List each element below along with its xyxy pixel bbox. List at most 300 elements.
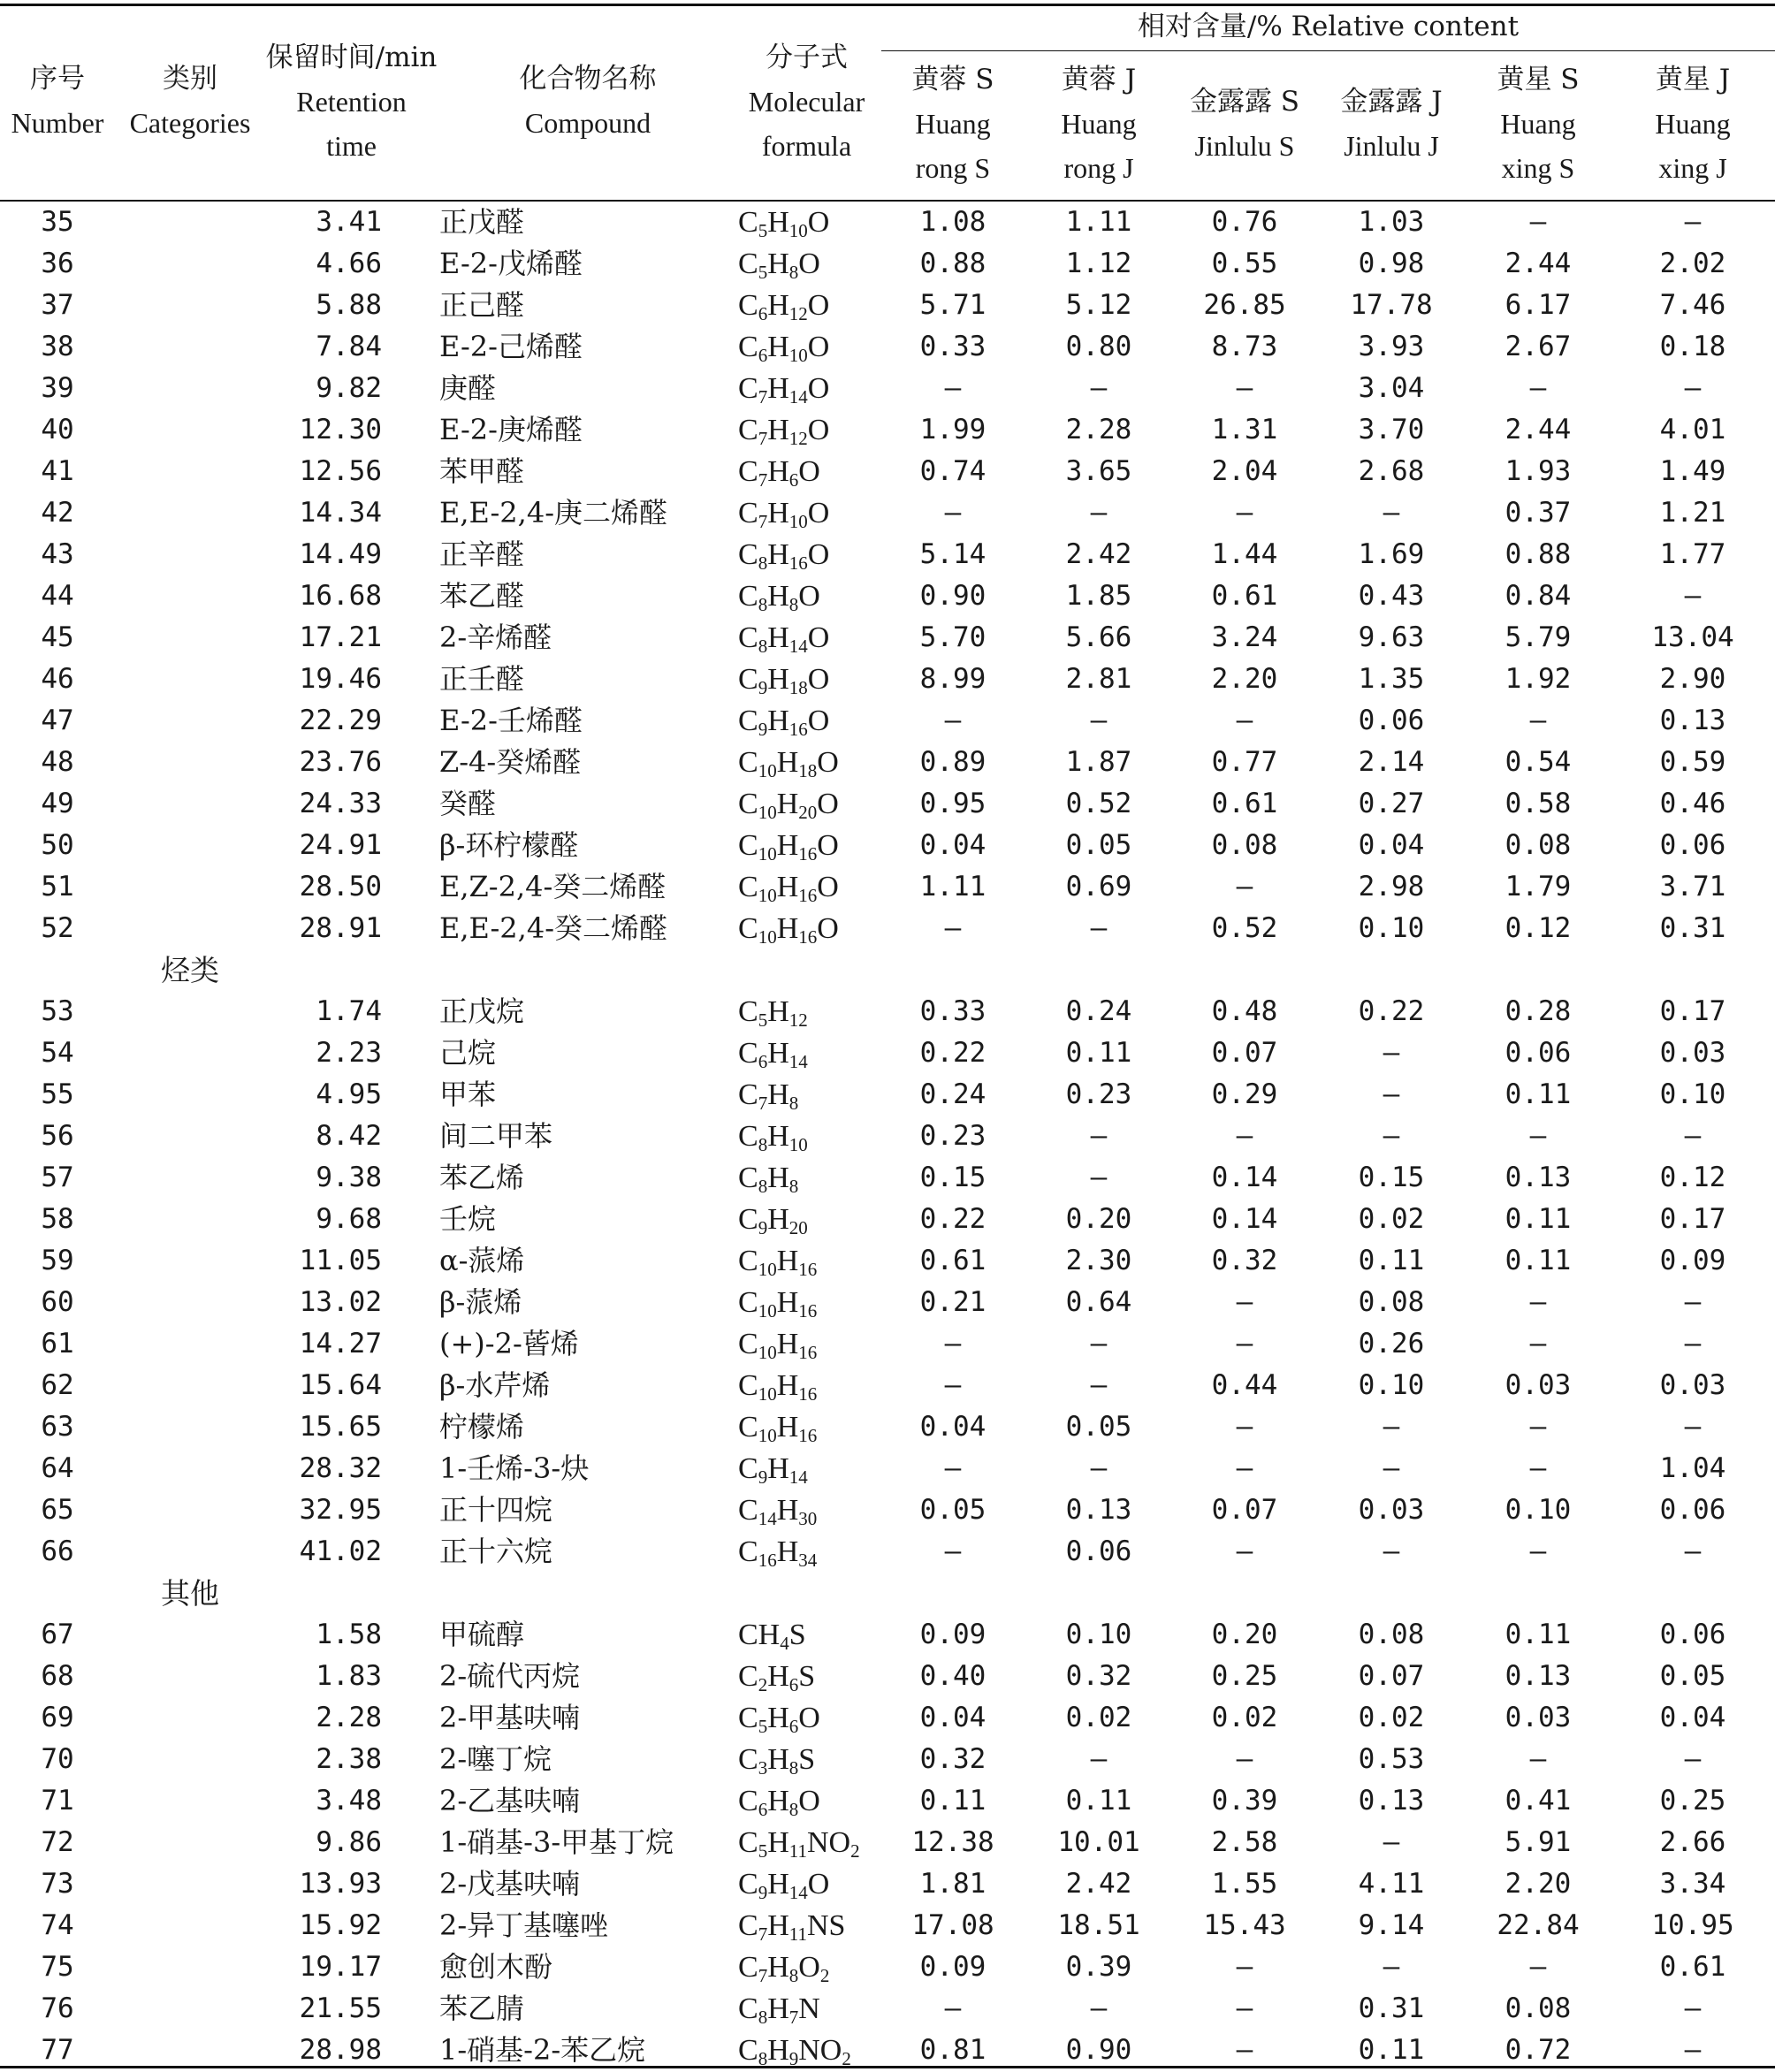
- molecular-formula: [738, 575, 880, 617]
- retention-time: 9.68: [316, 1203, 382, 1235]
- formula-subscript: 6: [758, 1051, 768, 1072]
- formula-element: O: [807, 621, 830, 654]
- relative-content-value: —: [1090, 1743, 1108, 1775]
- relative-content-value: 0.95: [919, 788, 987, 819]
- compound-name: 正戊烷: [439, 994, 525, 1028]
- relative-content-value: 0.61: [1211, 580, 1278, 612]
- formula-subscript: 10: [788, 220, 808, 241]
- row-number: 59: [41, 1245, 74, 1276]
- relative-content-value: 5.12: [1065, 289, 1132, 321]
- relative-content-value: —: [1529, 1120, 1547, 1152]
- formula-subscript: 16: [798, 843, 818, 865]
- relative-content-value: 0.11: [919, 1785, 987, 1817]
- formula-subscript: 6: [758, 303, 768, 324]
- formula-element: H: [767, 580, 789, 613]
- formula-element: C: [738, 206, 758, 239]
- relative-content-value: —: [944, 1369, 962, 1401]
- row-number: 55: [41, 1078, 74, 1110]
- relative-content-value: 3.24: [1211, 621, 1278, 653]
- relative-content-value: 0.20: [1211, 1619, 1278, 1650]
- formula-element: C: [738, 705, 758, 737]
- header-sample-3: 金露露 S Jinlulu S: [1189, 86, 1300, 162]
- relative-content-value: 0.04: [919, 1702, 987, 1733]
- molecular-formula: [738, 1946, 880, 1988]
- relative-content-value: 0.02: [1065, 1702, 1132, 1733]
- formula-element: C: [738, 497, 758, 529]
- formula-element: H: [767, 1037, 789, 1070]
- formula-subscript: 6: [758, 345, 768, 366]
- row-number: 39: [41, 372, 74, 404]
- relative-content-value: 1.92: [1505, 663, 1572, 695]
- molecular-formula: [738, 908, 880, 949]
- header-number: 序号 Number: [11, 63, 104, 139]
- relative-content-value: 0.15: [1358, 1162, 1425, 1193]
- relative-content-value: 0.05: [919, 1494, 987, 1526]
- molecular-formula: [738, 451, 880, 492]
- formula-element: C: [738, 1369, 758, 1402]
- retention-time: 2.28: [316, 1702, 382, 1733]
- relative-content-value: 0.76: [1211, 206, 1278, 238]
- formula-subscript: 14: [788, 1051, 808, 1072]
- relative-content-value: —: [1236, 1951, 1253, 1983]
- relative-content-value: 0.88: [919, 248, 987, 279]
- relative-content-value: 0.11: [1505, 1619, 1572, 1650]
- formula-element: H: [767, 1909, 789, 1942]
- relative-content-value: 0.72: [1505, 2034, 1572, 2066]
- retention-time: 4.66: [316, 248, 382, 279]
- compound-name: E-2-壬烯醛: [439, 704, 583, 737]
- relative-content-value: —: [1236, 1328, 1253, 1360]
- retention-time: 2.38: [316, 1743, 382, 1775]
- formula-subscript: 8: [758, 2048, 768, 2069]
- compound-name: 甲苯: [439, 1078, 497, 1111]
- header-relative-content: 相对含量/% Relative content: [1137, 11, 1520, 42]
- relative-content-value: 0.23: [919, 1120, 987, 1152]
- compound-name: 正辛醛: [439, 537, 525, 571]
- relative-content-value: 0.10: [1358, 912, 1425, 944]
- relative-content-value: —: [1684, 2034, 1702, 2066]
- row-number: 60: [41, 1286, 74, 1318]
- molecular-formula: [738, 1282, 880, 1323]
- relative-content-value: —: [1090, 912, 1108, 944]
- relative-content-value: —: [1236, 1452, 1253, 1484]
- formula-subscript: 34: [798, 1550, 818, 1571]
- formula-element: O: [807, 331, 830, 363]
- relative-content-value: 0.05: [1659, 1660, 1726, 1692]
- relative-content-value: 0.32: [919, 1743, 987, 1775]
- formula-element: H: [776, 788, 799, 820]
- relative-content-value: 2.04: [1211, 455, 1278, 487]
- formula-element: C: [738, 663, 758, 696]
- formula-subscript: 10: [758, 1425, 777, 1446]
- row-number: 42: [41, 497, 74, 529]
- relative-content-value: 0.13: [1065, 1494, 1132, 1526]
- relative-content-value: 10.01: [1057, 1826, 1140, 1858]
- formula-subscript: 2: [842, 2048, 851, 2069]
- row-number: 68: [41, 1660, 74, 1692]
- relative-content-value: 2.42: [1065, 538, 1132, 570]
- compound-name: 柠檬烯: [439, 1410, 525, 1444]
- compound-name: E,Z-2,4-癸二烯醛: [439, 870, 667, 903]
- row-number: 76: [41, 1992, 74, 2024]
- relative-content-value: 2.20: [1211, 663, 1278, 695]
- formula-subscript: 10: [758, 1259, 777, 1280]
- formula-element: H: [776, 829, 799, 862]
- formula-element: C: [738, 331, 758, 363]
- molecular-formula: [738, 1697, 880, 1739]
- molecular-formula: [738, 700, 880, 742]
- molecular-formula: [738, 326, 880, 368]
- relative-content-value: —: [1684, 206, 1702, 238]
- relative-content-value: 0.08: [1505, 1992, 1572, 2024]
- header-compound: 化合物名称 Compound: [519, 63, 657, 139]
- relative-content-value: 0.06: [1505, 1037, 1572, 1069]
- row-number: 46: [41, 663, 74, 695]
- relative-content-value: 1.11: [1065, 206, 1132, 238]
- row-number: 65: [41, 1494, 74, 1526]
- relative-content-value: 0.13: [1505, 1660, 1572, 1692]
- relative-content-value: —: [1383, 497, 1400, 529]
- formula-subscript: 16: [798, 1300, 818, 1322]
- relative-content-value: 22.84: [1497, 1909, 1580, 1941]
- relative-content-value: 0.07: [1211, 1037, 1278, 1069]
- relative-content-value: 0.37: [1505, 497, 1572, 529]
- relative-content-value: 0.06: [1358, 705, 1425, 736]
- formula-subscript: 8: [788, 1799, 799, 1820]
- formula-subscript: 6: [758, 1799, 768, 1820]
- relative-content-value: 4.11: [1358, 1868, 1425, 1900]
- relative-content-value: 0.90: [919, 580, 987, 612]
- formula-subscript: 7: [758, 386, 768, 408]
- relative-content-value: 0.08: [1505, 829, 1572, 861]
- compound-name: 2-戊基呋喃: [439, 1867, 581, 1901]
- formula-element: O: [807, 538, 830, 571]
- formula-subscript: 20: [798, 802, 818, 823]
- molecular-formula: [738, 1116, 880, 1157]
- relative-content-value: 3.65: [1065, 455, 1132, 487]
- retention-time: 9.86: [316, 1826, 382, 1858]
- relative-content-value: 0.41: [1505, 1785, 1572, 1817]
- formula-element: H: [767, 1743, 789, 1776]
- row-number: 44: [41, 580, 74, 612]
- relative-content-value: 0.17: [1659, 1203, 1726, 1235]
- relative-content-value: —: [1529, 1286, 1547, 1318]
- relative-content-value: —: [1529, 372, 1547, 404]
- compound-name: 1-硝基-3-甲基丁烷: [439, 1825, 674, 1859]
- relative-content-value: 5.71: [919, 289, 987, 321]
- row-number: 77: [41, 2034, 74, 2066]
- relative-content-value: 0.39: [1065, 1951, 1132, 1983]
- formula-subscript: 8: [758, 594, 768, 615]
- relative-content-value: 2.14: [1358, 746, 1425, 778]
- relative-content-value: —: [1236, 372, 1253, 404]
- formula-element: O: [807, 497, 830, 529]
- molecular-formula: [738, 659, 880, 700]
- formula-element: C: [738, 788, 758, 820]
- formula-subscript: 16: [798, 1383, 818, 1405]
- formula-element: H: [767, 1452, 789, 1485]
- retention-time: 19.46: [299, 663, 382, 695]
- molecular-formula: [738, 243, 880, 285]
- relative-content-value: —: [944, 1535, 962, 1567]
- relative-content-value: —: [1236, 497, 1253, 529]
- molecular-formula: [738, 534, 880, 575]
- relative-content-value: —: [944, 1992, 962, 2024]
- relative-content-value: 2.28: [1065, 414, 1132, 446]
- relative-content-value: —: [1236, 1535, 1253, 1567]
- relative-content-value: 0.22: [919, 1203, 987, 1235]
- relative-content-value: 0.13: [1505, 1162, 1572, 1193]
- relative-content-value: 0.11: [1505, 1245, 1572, 1276]
- relative-content-value: 0.12: [1505, 912, 1572, 944]
- relative-content-value: 2.58: [1211, 1826, 1278, 1858]
- formula-element: C: [738, 1535, 758, 1568]
- formula-element: C: [738, 414, 758, 446]
- relative-content-value: —: [1383, 1535, 1400, 1567]
- row-number: 53: [41, 995, 74, 1027]
- relative-content-value: 1.49: [1659, 455, 1726, 487]
- relative-content-value: —: [1529, 1328, 1547, 1360]
- relative-content-value: —: [1236, 2034, 1253, 2066]
- formula-element: H: [776, 1286, 799, 1319]
- formula-element: C: [738, 289, 758, 322]
- retention-time: 1.58: [316, 1619, 382, 1650]
- relative-content-value: 12.38: [911, 1826, 994, 1858]
- relative-content-value: —: [944, 1328, 962, 1360]
- row-number: 50: [41, 829, 74, 861]
- formula-element: O: [817, 746, 839, 779]
- relative-content-value: 0.27: [1358, 788, 1425, 819]
- molecular-formula: [738, 1656, 880, 1697]
- formula-subscript: 9: [758, 677, 768, 698]
- formula-element: H: [767, 497, 789, 529]
- formula-subscript: 16: [798, 1425, 818, 1446]
- relative-content-value: —: [1090, 497, 1108, 529]
- row-number: 52: [41, 912, 74, 944]
- relative-content-value: 0.12: [1659, 1162, 1726, 1193]
- formula-subscript: 12: [788, 303, 808, 324]
- relative-content-value: 0.52: [1065, 788, 1132, 819]
- relative-content-value: 1.87: [1065, 746, 1132, 778]
- formula-element: C: [738, 1494, 758, 1527]
- relative-content-value: 5.91: [1505, 1826, 1572, 1858]
- compound-name: 间二甲苯: [439, 1119, 553, 1153]
- formula-subscript: 20: [788, 1217, 808, 1238]
- formula-element: O: [807, 414, 830, 446]
- formula-element: C: [738, 995, 758, 1028]
- molecular-formula: [738, 825, 880, 866]
- formula-element: H: [767, 1951, 789, 1984]
- formula-subscript: 8: [788, 594, 799, 615]
- row-number: 69: [41, 1702, 74, 1733]
- retention-time: 21.55: [299, 1992, 382, 2024]
- relative-content-value: —: [1090, 1992, 1108, 2024]
- formula-subscript: 11: [788, 1923, 807, 1945]
- formula-element: O: [807, 372, 830, 405]
- relative-content-value: 0.11: [1065, 1037, 1132, 1069]
- formula-subscript: 6: [788, 1674, 799, 1695]
- formula-subscript: 5: [758, 1009, 768, 1031]
- formula-element: H: [767, 663, 789, 696]
- retention-time: 41.02: [299, 1535, 382, 1567]
- row-number: 37: [41, 289, 74, 321]
- relative-content-value: —: [1529, 206, 1547, 238]
- formula-subscript: 14: [788, 636, 808, 657]
- relative-content-value: —: [1529, 1535, 1547, 1567]
- formula-subscript: 10: [758, 885, 777, 906]
- formula-subscript: 14: [758, 1508, 777, 1529]
- relative-content-value: —: [1684, 1411, 1702, 1443]
- relative-content-value: —: [944, 912, 962, 944]
- formula-subscript: 7: [758, 1093, 768, 1114]
- formula-element: C: [738, 1826, 758, 1859]
- relative-content-value: 0.90: [1065, 2034, 1132, 2066]
- formula-subscript: 9: [758, 1217, 768, 1238]
- retention-time: 15.64: [299, 1369, 382, 1401]
- retention-time: 13.02: [299, 1286, 382, 1318]
- relative-content-value: —: [1684, 1992, 1702, 2024]
- relative-content-value: 0.32: [1065, 1660, 1132, 1692]
- formula-element: H: [767, 331, 789, 363]
- compound-name: E-2-戊烯醛: [439, 247, 583, 280]
- relative-content-value: —: [944, 1452, 962, 1484]
- relative-content-value: —: [1383, 1951, 1400, 1983]
- retention-time: 16.68: [299, 580, 382, 612]
- relative-content-value: 1.12: [1065, 248, 1132, 279]
- formula-element: S: [798, 1660, 816, 1693]
- formula-element: O: [817, 788, 839, 820]
- compound-name: 愈创木酚: [439, 1950, 553, 1984]
- relative-content-value: —: [1236, 705, 1253, 736]
- header-formula: 分子式 Molecular formula: [748, 42, 865, 162]
- relative-content-value: 0.24: [919, 1078, 987, 1110]
- relative-content-value: —: [1090, 1162, 1108, 1193]
- formula-subscript: 7: [758, 1965, 768, 1986]
- relative-content-rule: [881, 50, 1775, 51]
- formula-element: H: [767, 1826, 789, 1859]
- formula-subscript: 8: [758, 1134, 768, 1155]
- formula-subscript: 8: [788, 1093, 799, 1114]
- relative-content-value: 0.52: [1211, 912, 1278, 944]
- formula-element: O: [798, 1785, 820, 1817]
- relative-content-value: 0.25: [1211, 1660, 1278, 1692]
- relative-content-value: 0.98: [1358, 248, 1425, 279]
- formula-element: H: [776, 871, 799, 903]
- formula-element: H: [767, 1078, 789, 1111]
- retention-time: 12.30: [299, 414, 382, 446]
- formula-element: C: [738, 912, 758, 945]
- formula-element: O: [817, 912, 839, 945]
- row-number: 48: [41, 746, 74, 778]
- relative-content-value: —: [1090, 1120, 1108, 1152]
- relative-content-value: 0.21: [919, 1286, 987, 1318]
- compound-name: 正十四烷: [439, 1493, 553, 1527]
- formula-subscript: 14: [788, 1466, 808, 1488]
- formula-subscript: 16: [788, 719, 808, 740]
- formula-subscript: 18: [798, 760, 818, 781]
- relative-content-value: 1.04: [1659, 1452, 1726, 1484]
- relative-content-value: 0.10: [1065, 1619, 1132, 1650]
- relative-content-value: 0.84: [1505, 580, 1572, 612]
- relative-content-value: —: [1529, 705, 1547, 736]
- relative-content-value: 5.79: [1505, 621, 1572, 653]
- formula-element: N: [798, 1992, 820, 2025]
- relative-content-value: —: [1529, 1951, 1547, 1983]
- relative-content-value: 0.46: [1659, 788, 1726, 819]
- row-number: 56: [41, 1120, 74, 1152]
- retention-time: 9.82: [316, 372, 382, 404]
- relative-content-value: 0.09: [919, 1951, 987, 1983]
- compound-name: E-2-己烯醛: [439, 330, 583, 363]
- relative-content-value: 0.04: [919, 1411, 987, 1443]
- molecular-formula: [738, 1739, 880, 1780]
- formula-element: H: [767, 1660, 789, 1693]
- molecular-formula: [738, 991, 880, 1032]
- compound-name: β-水芹烯: [439, 1368, 551, 1402]
- formula-element: O: [817, 829, 839, 862]
- formula-element: H: [767, 455, 789, 488]
- molecular-formula: [738, 1905, 880, 1946]
- relative-content-value: 9.14: [1358, 1909, 1425, 1941]
- relative-content-value: 0.07: [1358, 1660, 1425, 1692]
- formula-element: H: [767, 372, 789, 405]
- relative-content-value: 2.44: [1505, 248, 1572, 279]
- relative-content-value: 5.66: [1065, 621, 1132, 653]
- relative-content-value: 4.01: [1659, 414, 1726, 446]
- molecular-formula: [738, 783, 880, 825]
- row-number: 57: [41, 1162, 74, 1193]
- relative-content-value: 0.10: [1659, 1078, 1726, 1110]
- retention-time: 19.17: [299, 1951, 382, 1983]
- formula-element: NO: [806, 1826, 851, 1859]
- formula-subscript: 7: [758, 428, 768, 449]
- formula-subscript: 9: [788, 2048, 799, 2069]
- formula-subscript: 16: [798, 1259, 818, 1280]
- formula-element: O: [807, 663, 830, 696]
- row-number: 47: [41, 705, 74, 736]
- formula-element: H: [767, 206, 789, 239]
- relative-content-value: 2.44: [1505, 414, 1572, 446]
- formula-subscript: 10: [788, 1134, 808, 1155]
- formula-subscript: 5: [758, 220, 768, 241]
- compound-name: E-2-庚烯醛: [439, 413, 583, 446]
- formula-subscript: 8: [758, 552, 768, 574]
- formula-subscript: 5: [758, 1840, 768, 1862]
- row-number: 38: [41, 331, 74, 362]
- relative-content-value: 3.04: [1358, 372, 1425, 404]
- relative-content-value: 1.55: [1211, 1868, 1278, 1900]
- formula-element: C: [738, 1037, 758, 1070]
- formula-subscript: 14: [788, 1882, 808, 1903]
- molecular-formula: [738, 1614, 880, 1656]
- retention-time: 8.42: [316, 1120, 382, 1152]
- retention-time: 13.93: [299, 1868, 382, 1900]
- molecular-formula: [738, 1406, 880, 1448]
- row-number: 66: [41, 1535, 74, 1567]
- formula-subscript: 6: [788, 469, 799, 491]
- relative-content-value: 1.35: [1358, 663, 1425, 695]
- compound-name: 苯乙醛: [439, 579, 525, 613]
- relative-content-value: 0.33: [919, 331, 987, 362]
- relative-content-value: 2.20: [1505, 1868, 1572, 1900]
- molecular-formula: [738, 202, 880, 243]
- relative-content-value: 1.77: [1659, 538, 1726, 570]
- formula-subscript: 6: [788, 1716, 799, 1737]
- formula-element: H: [776, 1245, 799, 1277]
- relative-content-value: 0.06: [1065, 1535, 1132, 1567]
- molecular-formula: [738, 1531, 880, 1573]
- formula-element: C: [738, 1951, 758, 1984]
